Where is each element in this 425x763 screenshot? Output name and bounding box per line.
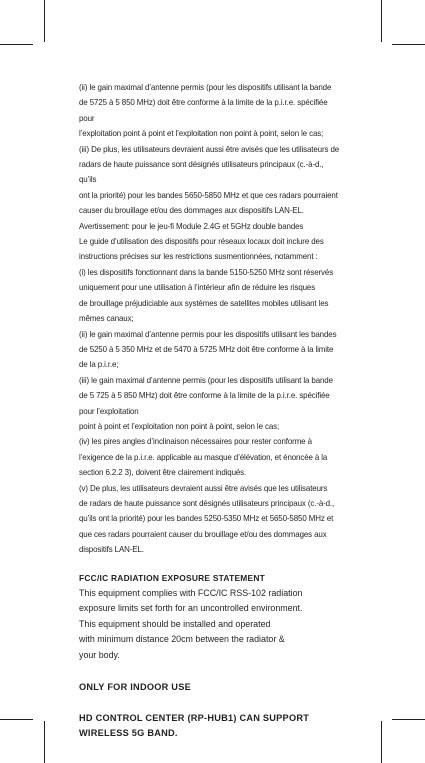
crop-mark-bottom-left-vertical [44, 721, 45, 763]
french-text-line: radars de haute puissance sont désignés utilisateurs principaux (c.-à-d., qu’ils [79, 160, 324, 185]
french-text-line: de 5725 à 5 850 MHz) doit être conforme à la limite de la p.i.r.e. spécifiée pour [79, 98, 328, 123]
french-text-line: Avertissement: pour le jeu-fi Module 2.4G et 5GHz double bandes [79, 221, 304, 231]
french-text-line: (v) De plus, les utilisateurs devraient aussi être avisés que les utilisateurs [79, 483, 328, 493]
crop-mark-top-right-horizontal [392, 44, 425, 45]
hd-control-center-notice [79, 711, 351, 742]
fcc-statement-line: your body. [79, 649, 120, 660]
crop-mark-top-left-horizontal [0, 44, 33, 45]
french-text-line: l’exploitation point à point et l’exploitation non point à point, selon le cas; [79, 129, 324, 139]
french-regulatory-text [79, 80, 351, 558]
french-text-line: l’exigence de la p.i.r.e. applicable au masque d’élévation, et énoncée à la [79, 452, 328, 462]
french-text-line: de la p.i.r.e; [79, 360, 119, 370]
french-text-line: de brouillage préjudiciable aux systèmes de satellites mobiles utilisant les [79, 298, 329, 308]
french-text-line: (iv) les pires angles d’inclinaison nécessaires pour rester conforme à [79, 437, 312, 447]
french-text-line: section 6.2.2 3), doivent être clairement indiqués. [79, 468, 247, 478]
fcc-statement-line: This equipment complies with FCC/IC RSS-102 radiation [79, 587, 303, 598]
french-text-line: causer du brouillage et/ou des dommages aux dispositifs LAN-EL. [79, 206, 304, 216]
french-text-line: (iii) le gain maximal d’antenne permis (pour les dispositifs utilisant la bande [79, 375, 333, 385]
french-text-line: (i) les dispositifs fonctionnant dans la bande 5150-5250 MHz sont réservés [79, 267, 334, 277]
crop-mark-bottom-right-vertical [381, 721, 382, 763]
french-text-line: ont la priorité) pour les bandes 5650-5850 MHz et que ces radars pourraient [79, 190, 338, 200]
french-text-line: de 5 725 à 5 850 MHz) doit être conforme à la limite de la p.i.r.e. spécifiée [79, 391, 330, 401]
fcc-statement-line: with minimum distance 20cm between the radiator & [79, 634, 285, 645]
french-text-line: pour l’exploitation [79, 406, 139, 416]
fcc-statement-line: This equipment should be installed and operated [79, 618, 271, 629]
fcc-statement-title: FCC/IC RADIATION EXPOSURE STATEMENT [79, 572, 266, 583]
crop-mark-bottom-left-horizontal [0, 719, 33, 720]
french-text-line: mêmes canaux; [79, 314, 134, 324]
french-text-line: de radars de haute puissance sont désignés utilisateurs principaux (c.-à-d., [79, 498, 335, 508]
hd-notice-line-1: HD CONTROL CENTER (RP-HUB1) CAN SUPPORT [79, 712, 310, 723]
french-text-line: instructions précises sur les restrictions susmentionnées, notamment : [79, 252, 318, 262]
french-text-line: qu’ils ont la priorité) pour les bandes 5250-5350 MHz et 5650-5850 MHz et [79, 514, 334, 524]
manual-page-content [79, 80, 351, 742]
french-text-line: que ces radars pourraient causer du brouillage et/ou des dommages aux [79, 529, 327, 539]
french-text-line: (iii) De plus, les utilisateurs devraient aussi être avisés que les utilisateurs de [79, 144, 340, 154]
french-text-line: Le guide d’utilisation des dispositifs pour réseaux locaux doit inclure des [79, 237, 324, 247]
crop-mark-top-right-vertical [381, 0, 382, 42]
french-text-line: uniquement pour une utilisation à l’intérieur afin de réduire les risques [79, 283, 316, 293]
hd-notice-line-2: WIRELESS 5G BAND. [79, 728, 178, 739]
crop-mark-top-left-vertical [44, 0, 45, 42]
french-text-line: (ii) le gain maximal d’antenne permis (pour les dispositifs utilisant la bande [79, 83, 332, 92]
french-text-line: de 5250 à 5 350 MHz et de 5470 à 5725 MHz doit être conforme à la limite [79, 344, 334, 354]
fcc-statement-body [79, 586, 351, 664]
french-text-line: point à point et l’exploitation non point à point, selon le cas; [79, 421, 280, 431]
french-text-line: (ii) le gain maximal d’antenne permis pour les dispositifs utilisant les bandes [79, 329, 337, 339]
fcc-statement-line: exposure limits set forth for an uncontrolled environment. [79, 603, 303, 614]
french-text-line: dispositifs LAN-EL. [79, 545, 144, 555]
crop-mark-bottom-right-horizontal [392, 719, 425, 720]
indoor-use-notice: ONLY FOR INDOOR USE [79, 681, 191, 692]
